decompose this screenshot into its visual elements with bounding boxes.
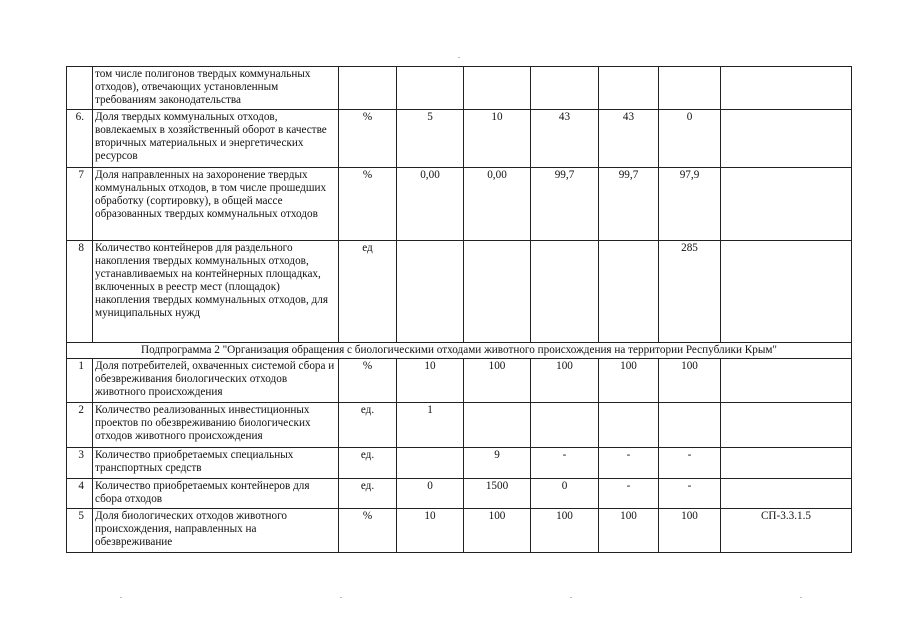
value-cell — [464, 67, 531, 110]
reference-cell — [721, 448, 852, 479]
indicator-name: Доля твердых коммунальных отходов, вовлекаемых в хозяйственный оборот в качестве вторичных материальных и энергетических ресурсов — [93, 110, 339, 168]
indicator-name: Количество приобретаемых специальных транспортных средств — [93, 448, 339, 479]
value-cell — [599, 67, 659, 110]
subprogram-row — [67, 343, 852, 359]
indicator-name: Количество приобретаемых контейнеров для сбора отходов — [93, 479, 339, 509]
scan-speck — [120, 597, 122, 598]
value-cell — [599, 403, 659, 448]
indicator-name: том числе полигонов твердых коммунальных отходов), отвечающих установленным требованиям законодательства — [93, 67, 339, 110]
value-cell: - — [599, 479, 659, 509]
value-cell — [599, 241, 659, 343]
value-cell — [659, 403, 721, 448]
indicators-table — [66, 66, 852, 553]
value-cell — [464, 241, 531, 343]
scan-speck — [800, 597, 802, 598]
table-row — [67, 359, 852, 403]
unit-cell: % — [339, 509, 397, 553]
unit-cell: % — [339, 110, 397, 168]
row-number: 7 — [67, 168, 93, 241]
value-cell — [397, 241, 464, 343]
reference-cell — [721, 241, 852, 343]
value-cell: 100 — [531, 359, 599, 403]
value-cell: 285 — [659, 241, 721, 343]
unit-cell: ед. — [339, 403, 397, 448]
value-cell: 0 — [659, 110, 721, 168]
value-cell: 9 — [464, 448, 531, 479]
unit-cell: ед. — [339, 479, 397, 509]
row-number — [67, 67, 93, 110]
table-row — [67, 110, 852, 168]
value-cell: 0 — [397, 479, 464, 509]
value-cell: 43 — [599, 110, 659, 168]
value-cell: 100 — [464, 509, 531, 553]
value-cell: 10 — [397, 509, 464, 553]
indicator-name: Количество реализованных инвестиционных проектов по обезвреживанию биологических отходов животного происхождения — [93, 403, 339, 448]
value-cell: 100 — [599, 359, 659, 403]
value-cell: 0,00 — [397, 168, 464, 241]
unit-cell: % — [339, 168, 397, 241]
table-row — [67, 168, 852, 241]
reference-cell — [721, 110, 852, 168]
value-cell: 10 — [464, 110, 531, 168]
row-number: 3 — [67, 448, 93, 479]
value-cell: - — [531, 448, 599, 479]
value-cell: 1500 — [464, 479, 531, 509]
unit-cell: ед — [339, 241, 397, 343]
table-row — [67, 479, 852, 509]
table-row — [67, 403, 852, 448]
reference-cell — [721, 168, 852, 241]
value-cell — [464, 403, 531, 448]
reference-cell — [721, 67, 852, 110]
row-number: 6. — [67, 110, 93, 168]
indicator-name: Доля потребителей, охваченных системой сбора и обезвреживания биологических отходов животного происхождения — [93, 359, 339, 403]
value-cell: 100 — [464, 359, 531, 403]
reference-cell: СП-3.3.1.5 — [721, 509, 852, 553]
value-cell — [397, 67, 464, 110]
value-cell: 0 — [531, 479, 599, 509]
reference-cell — [721, 479, 852, 509]
value-cell: 99,7 — [599, 168, 659, 241]
unit-cell — [339, 67, 397, 110]
row-number: 2 — [67, 403, 93, 448]
value-cell: 100 — [659, 359, 721, 403]
value-cell: 1 — [397, 403, 464, 448]
indicator-name: Количество контейнеров для раздельного накопления твердых коммунальных отходов, устанавливаемых на контейнерных площадках, включенных в реестр мест (площадок) накопления твердых коммунальных отходов, для муниципальных нужд — [93, 241, 339, 343]
value-cell: 43 — [531, 110, 599, 168]
value-cell: - — [659, 479, 721, 509]
row-number: 8 — [67, 241, 93, 343]
value-cell — [531, 403, 599, 448]
row-number: 1 — [67, 359, 93, 403]
value-cell: 99,7 — [531, 168, 599, 241]
value-cell: 0,00 — [464, 168, 531, 241]
value-cell — [531, 241, 599, 343]
indicator-name: Доля биологических отходов животного происхождения, направленных на обезвреживание — [93, 509, 339, 553]
scan-speck — [570, 597, 572, 598]
row-number: 5 — [67, 509, 93, 553]
scan-speck — [458, 57, 460, 58]
row-number: 4 — [67, 479, 93, 509]
value-cell: 97,9 — [659, 168, 721, 241]
indicator-name: Доля направленных на захоронение твердых коммунальных отходов, в том числе прошедших обработку (сортировку), в общей массе образованных твердых коммунальных отходов — [93, 168, 339, 241]
table-row — [67, 509, 852, 553]
subprogram-title: Подпрограмма 2 "Организация обращения с биологическими отходами животного происхождения на территории Республики Крым" — [67, 343, 852, 359]
value-cell: 100 — [531, 509, 599, 553]
value-cell: 100 — [599, 509, 659, 553]
reference-cell — [721, 403, 852, 448]
unit-cell: % — [339, 359, 397, 403]
value-cell: 100 — [659, 509, 721, 553]
scan-speck — [340, 597, 342, 598]
value-cell: 10 — [397, 359, 464, 403]
table-row — [67, 241, 852, 343]
reference-cell — [721, 359, 852, 403]
table-row — [67, 67, 852, 110]
unit-cell: ед. — [339, 448, 397, 479]
value-cell — [397, 448, 464, 479]
value-cell: - — [599, 448, 659, 479]
value-cell — [659, 67, 721, 110]
table-row — [67, 448, 852, 479]
value-cell: 5 — [397, 110, 464, 168]
value-cell — [531, 67, 599, 110]
value-cell: - — [659, 448, 721, 479]
